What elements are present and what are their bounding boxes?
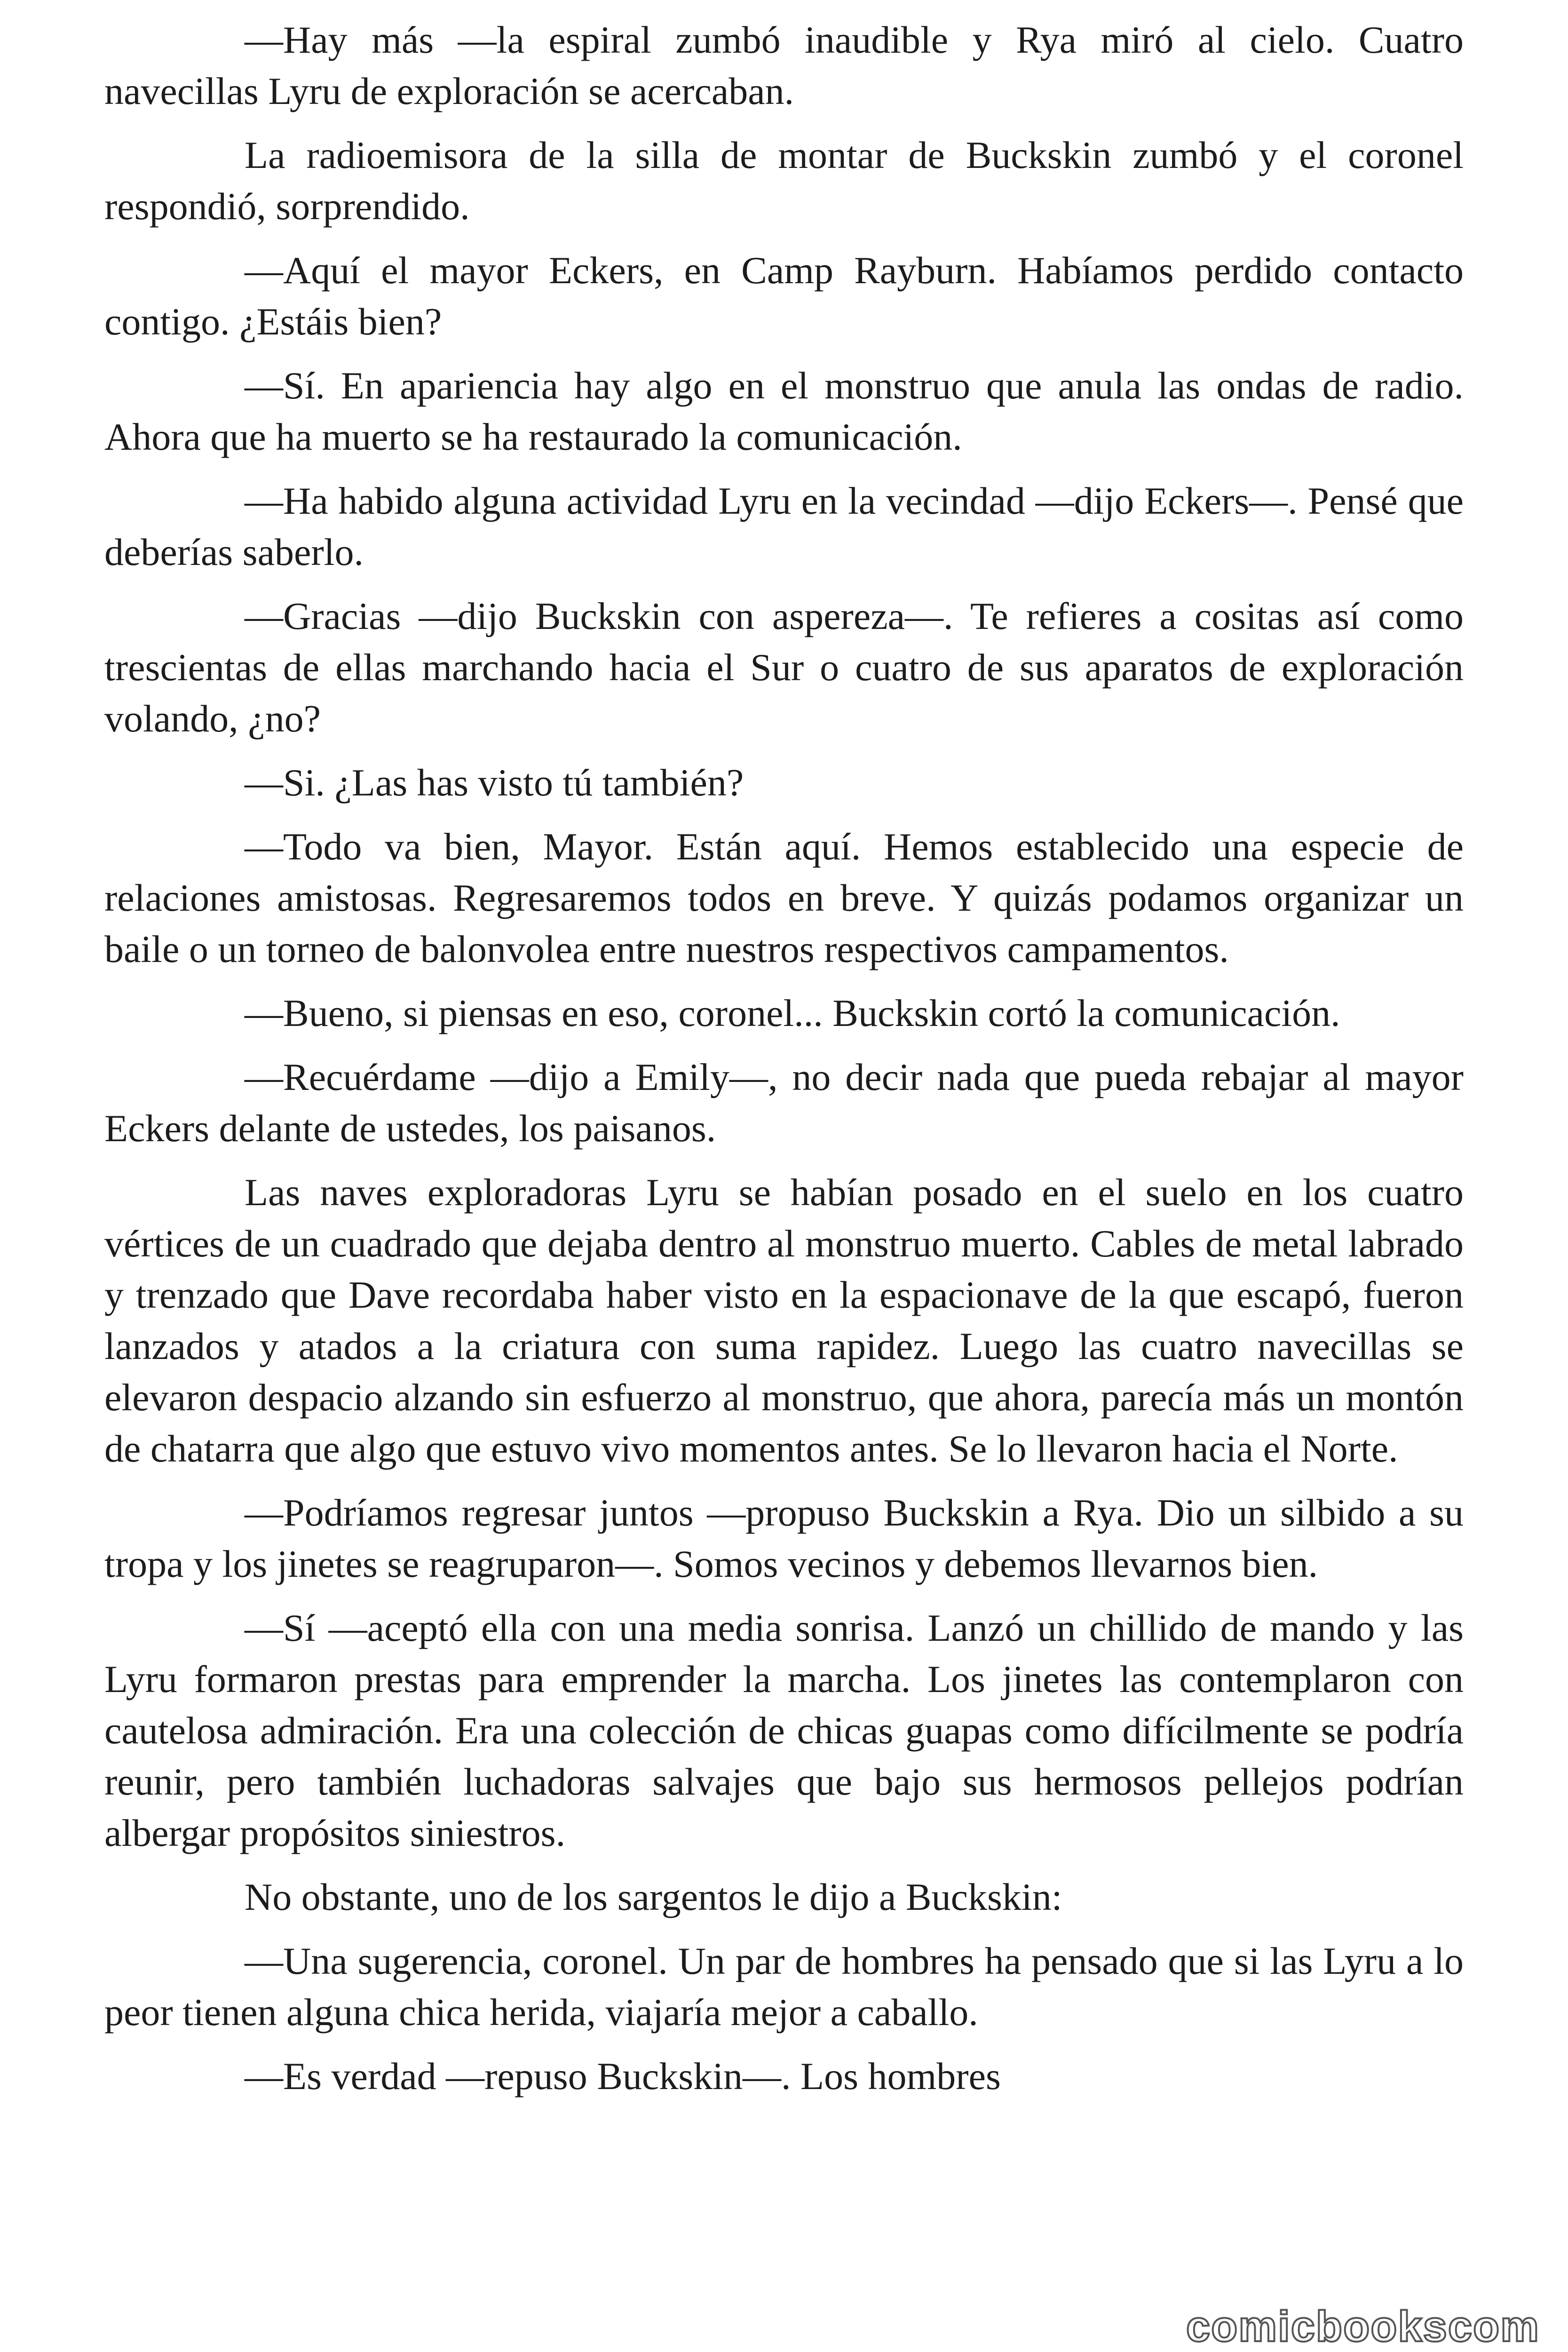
paragraph: —Podríamos regresar juntos —propuso Buckskin a Rya. Dio un silbido a su tropa y los jinetes se reagruparon—. Somos vecinos y debemos llevarnos bien. — [104, 1491, 1464, 1585]
paragraph: —Una sugerencia, coronel. Un par de hombres ha pensado que si las Lyru a lo peor tienen alguna chica herida, viajaría mejor a caballo. — [104, 1939, 1464, 2034]
paragraph: —Bueno, si piensas en eso, coronel... Buckskin cortó la comunicación. — [245, 992, 1340, 1034]
paragraph: —Todo va bien, Mayor. Están aquí. Hemos establecido una especie de relaciones amistosas. Regresaremos todos en breve. Y quizás podamos organizar un baile o un torneo de balonvolea entre nuestros respectivos campamentos. — [104, 825, 1464, 970]
paragraph: —Recuérdame —dijo a Emily—, no decir nada que pueda rebajar al mayor Eckers delante de ustedes, los paisanos. — [104, 1056, 1464, 1150]
paragraph: —Sí. En apariencia hay algo en el monstruo que anula las ondas de radio. Ahora que ha muerto se ha restaurado la comunicación. — [104, 364, 1464, 458]
paragraph: —Hay más —la espiral zumbó inaudible y Rya miró al cielo. Cuatro navecillas Lyru de exploración se acercaban. — [104, 18, 1464, 112]
paragraph: —Si. ¿Las has visto tú también? — [245, 761, 744, 804]
paragraph: La radioemisora de la silla de montar de Buckskin zumbó y el coronel respondió, sorprendido. — [104, 134, 1464, 228]
paragraph: —Aquí el mayor Eckers, en Camp Rayburn. Habíamos perdido contacto contigo. ¿Estáis bien? — [104, 249, 1464, 343]
paragraph: No obstante, uno de los sargentos le dijo a Buckskin: — [245, 1875, 1062, 1918]
paragraph: —Ha habido alguna actividad Lyru en la vecindad —dijo Eckers—. Pensé que deberías saberlo. — [104, 479, 1464, 573]
paragraph: —Es verdad —repuso Buckskin—. Los hombres — [245, 2055, 1001, 2098]
page-body — [104, 14, 1464, 2114]
paragraph: Las naves exploradoras Lyru se habían posado en el suelo en los cuatro vértices de un cuadrado que dejaba dentro al monstruo muerto. Cables de metal labrado y trenzado que Dave recordaba haber visto en la espacionave de la que escapó, fueron lanzados y atados a la criatura con suma rapidez. Luego las cuatro navecillas se elevaron despacio alzando sin esfuerzo al monstruo, que ahora, parecía más un montón de chatarra que algo que estuvo vivo momentos antes. Se lo llevaron hacia el Norte. — [104, 1171, 1464, 1470]
paragraph: —Gracias —dijo Buckskin con aspereza—. Te refieres a cositas así como trescientas de ellas marchando hacia el Sur o cuatro de sus aparatos de exploración volando, ¿no? — [104, 595, 1464, 740]
watermark: comicbookscom — [1186, 2303, 1540, 2351]
paragraph: —Sí —aceptó ella con una media sonrisa. Lanzó un chillido de mando y las Lyru formaron prestas para emprender la marcha. Los jinetes las contemplaron con cautelosa admiración. Era una colección de chicas guapas como difícilmente se podría reunir, pero también luchadoras salvajes que bajo sus hermosos pellejos podrían albergar propósitos siniestros. — [104, 1606, 1464, 1854]
